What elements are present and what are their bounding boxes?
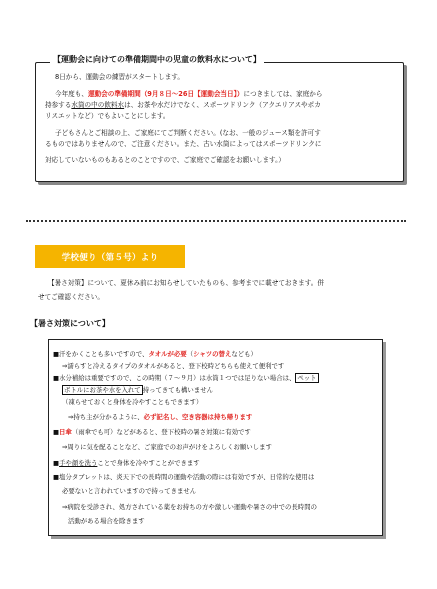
towel-required-text: タオルが必要 — [148, 350, 187, 358]
text-run: につきましては、家庭から — [243, 90, 323, 98]
pet-bottle-text-start: ペット — [297, 374, 317, 382]
heat-line-9 — [53, 458, 200, 468]
notice-paragraph-3-line-3: 対応していないものもあるとのことですので、ご家庭でご確認をお願いします。） — [45, 156, 286, 164]
notice-paragraph-1: 8日から、運動会の練習がスタートします。 — [55, 73, 184, 81]
text-run: ■ — [53, 428, 60, 436]
change-of-shirt-text: シャツの替え — [193, 350, 232, 358]
text-run: ことで身体を冷やすことができます — [97, 459, 200, 467]
pet-bottle-text-end: ボトルにお茶や水を入れて — [64, 386, 141, 394]
notice-paragraph-3-line-1: 子どもさんとご相談の上、ご家庭にてご判断ください。(なお、一般のジュース類を許可す — [55, 129, 321, 137]
heat-line-5: （凍らせておくと身体を冷やすこともできます） — [62, 398, 203, 406]
heat-line-11: 必要ないと言われていますので持ってきません — [62, 487, 197, 495]
text-run: ■ — [53, 459, 60, 467]
text-run: なども） — [231, 350, 257, 358]
text-run: 今年度も、 — [55, 90, 88, 98]
wash-hands-text: 手や顔を洗う — [59, 459, 98, 467]
heat-line-10: ■塩分タブレットは、炎天下での長時間の運動や活動の際には有効ですが、日常的な使用は — [53, 473, 315, 481]
intro-line-1: 【暑さ対策】について、夏休み前にお知らせしていたものも、参考までに載せておきます。併 — [48, 279, 324, 287]
text-run: 持参する — [45, 101, 72, 109]
notice-paragraph-3-line-2: るものではありませんので、ご注意ください。また、古い水筒によってはスポーツドリンクに — [45, 140, 322, 148]
heat-line-6 — [68, 412, 252, 422]
parasol-text: 日傘 — [59, 428, 72, 436]
preparation-period-text: 運動会の準備期間（9月８日～26日【運動会当日】） — [87, 90, 244, 98]
label-and-return-text: 必ず記名し、空き容器は持ち帰ります — [143, 413, 253, 421]
heat-line-8: ⇒周りに気を配ることなど、ご家庭でのお声がけをよろしくお願いします — [62, 443, 272, 451]
text-run: ■汗をかくことも多いですので、 — [53, 350, 149, 358]
notice-paragraph-2-line-2 — [45, 100, 321, 111]
text-run: ■水分補給は重要ですので、この時期（７～９月）は水筒１つでは足りない場合は、 — [53, 374, 296, 382]
notice-title: 【運動会に向けての準備期間中の児童の飲料水について】 — [50, 54, 264, 65]
text-run: は、お茶や水だけでなく、スポーツドリンク（アクエリアスやポカ — [124, 101, 321, 109]
intro-line-2: せてご確認ください。 — [38, 293, 104, 301]
text-run: 持ってきても構いません — [142, 386, 213, 394]
notice-paragraph-2-line-1 — [55, 89, 323, 100]
heat-line-13: 活動がある場合を除きます — [68, 517, 145, 525]
heat-line-4 — [62, 385, 213, 395]
water-bottle-text: 水筒の中の飲料水 — [71, 101, 125, 109]
text-run: （ — [186, 350, 194, 358]
text-run: ⇒持ち主が分かるように、 — [68, 413, 144, 421]
text-run: （雨傘でも可）などがあると、登下校時の暑さ対策に有効です — [71, 428, 251, 436]
newsletter-banner: 学校便り（第５号）より — [35, 245, 185, 268]
dotted-divider — [26, 220, 406, 222]
heat-measures-heading: 【暑さ対策について】 — [30, 319, 110, 328]
heat-line-12: ⇒病院を受診され、処方されている薬をお持ちの方や激しい運動や暑さの中での長時間の — [62, 503, 317, 511]
heat-line-3 — [53, 373, 319, 383]
notice-paragraph-2-line-3: リスエットなど）でもよいことにします。 — [45, 112, 170, 120]
heat-line-7 — [53, 427, 251, 437]
heat-line-1 — [53, 349, 257, 359]
heat-line-2: ⇒濡らすと冷えるタイプのタオルがあると、登下校時どちらも使えて便利です — [62, 362, 285, 370]
